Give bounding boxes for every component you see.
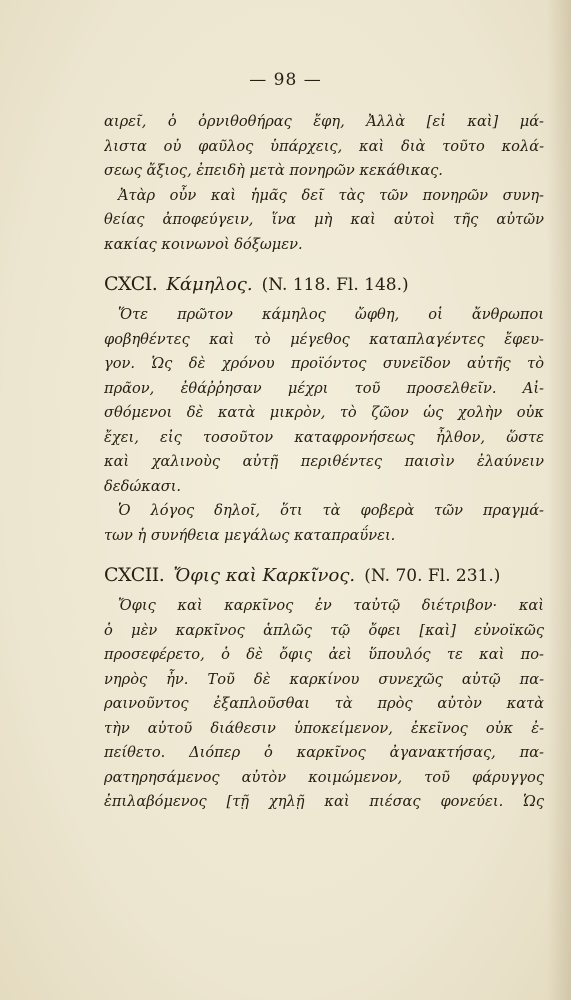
fable-reference: (N. 118. Fl. 148.) — [261, 275, 409, 295]
text-line: προσεφέρετο, ὁ δὲ ὄφις ἀεὶ ὕπουλός τε καὶ πο- — [104, 646, 544, 663]
fable-text — [104, 303, 544, 548]
text-line: νηρὸς ἦν. Τοῦ δὲ καρκίνου συνεχῶς αὐτῷ πα- — [104, 670, 544, 688]
text-line: Ὄφις καὶ καρκῖνος ἐν ταὐτῷ διέτριβον· καὶ — [118, 597, 544, 614]
text-line: ρατηρησάμενος αὐτὸν κοιμώμενον, τοῦ φάρυγγος — [104, 768, 544, 786]
fable-number: CXCI. — [104, 273, 158, 295]
fable-number: CXCII. — [104, 564, 165, 586]
text-line: ὁ μὲν καρκῖνος ἁπλῶς τῷ ὄφει [καὶ] εὐνοϊκῶς — [104, 621, 544, 639]
text-line: λιστα οὐ φαῦλος ὑπάρχεις, καὶ διὰ τοῦτο κολά- — [104, 137, 544, 155]
fable-text — [104, 594, 544, 815]
body-text — [104, 110, 544, 815]
fable-ending — [104, 110, 544, 257]
moral-line: των ἡ συνήθεια μεγάλως καταπραΰνει. — [104, 526, 396, 544]
text-line: αιρεῖ, ὁ ὀρνιθοθήρας ἔφη, Ἀλλὰ [εἰ καὶ] μά- — [104, 113, 544, 130]
text-line: θείας ἀποφεύγειν, ἵνα μὴ καὶ αὐτοὶ τῆς αὐτῶν — [104, 211, 544, 228]
text-line: κακίας κοινωνοὶ δόξωμεν. — [104, 235, 303, 253]
fable-heading — [104, 267, 544, 301]
text-line: φοβηθέντες καὶ τὸ μέγεθος καταπλαγέντες ἔφευ- — [104, 330, 544, 348]
text-line: δεδώκασι. — [104, 477, 182, 495]
text-line: ἔχει, εἰς τοσοῦτον καταφρονήσεως ἦλθον, ὥστε — [104, 428, 544, 446]
fable-title: Κάμηλος. — [166, 274, 253, 295]
fable-reference: (N. 70. Fl. 231.) — [364, 566, 501, 586]
text-line: πρᾶον, ἐθάῤῥησαν μέχρι τοῦ προσελθεῖν. Αἰ- — [104, 379, 544, 397]
text-line: Ἀτὰρ οὖν καὶ ἡμᾶς δεῖ τὰς τῶν πονηρῶν συνη- — [118, 186, 544, 204]
text-line: καὶ χαλινοὺς αὐτῇ περιθέντες παισὶν ἐλαύνειν — [104, 453, 544, 470]
text-line: ἐπιλαβόμενος [τῇ χηλῇ καὶ πιέσας φονεύει. Ὡς — [104, 793, 544, 810]
text-line: τὴν αὐτοῦ διάθεσιν ὑποκείμενον, ἐκεῖνος οὐκ ἐ- — [104, 719, 544, 737]
page-number: — 98 — — [249, 70, 322, 90]
fable-heading — [104, 558, 544, 592]
fable-title: Ὄφις καὶ Καρκῖνος. — [173, 565, 356, 586]
text-line: ραινοῦντος ἐξαπλοῦσθαι τὰ πρὸς αὐτὸν κατὰ — [104, 695, 544, 712]
text-line: πείθετο. Διόπερ ὁ καρκῖνος ἀγανακτήσας, πα- — [104, 744, 544, 761]
page-edge-shadow — [547, 0, 571, 1000]
text-line: Ὅτε πρῶτον κάμηλος ὤφθη, οἱ ἄνθρωποι — [118, 306, 544, 323]
text-line: σεως ἄξιος, ἐπειδὴ μετὰ πονηρῶν κεκάθικας. — [104, 162, 443, 179]
text-line: γον. Ὡς δὲ χρόνου προϊόντος συνεῖδον αὐτῆς τὸ — [104, 355, 544, 372]
text-line: σθόμενοι δὲ κατὰ μικρὸν, τὸ ζῶον ὡς χολὴν οὐκ — [104, 404, 544, 421]
moral-line: Ὁ λόγος δηλοῖ, ὅτι τὰ φοβερὰ τῶν πραγμά- — [118, 502, 544, 519]
